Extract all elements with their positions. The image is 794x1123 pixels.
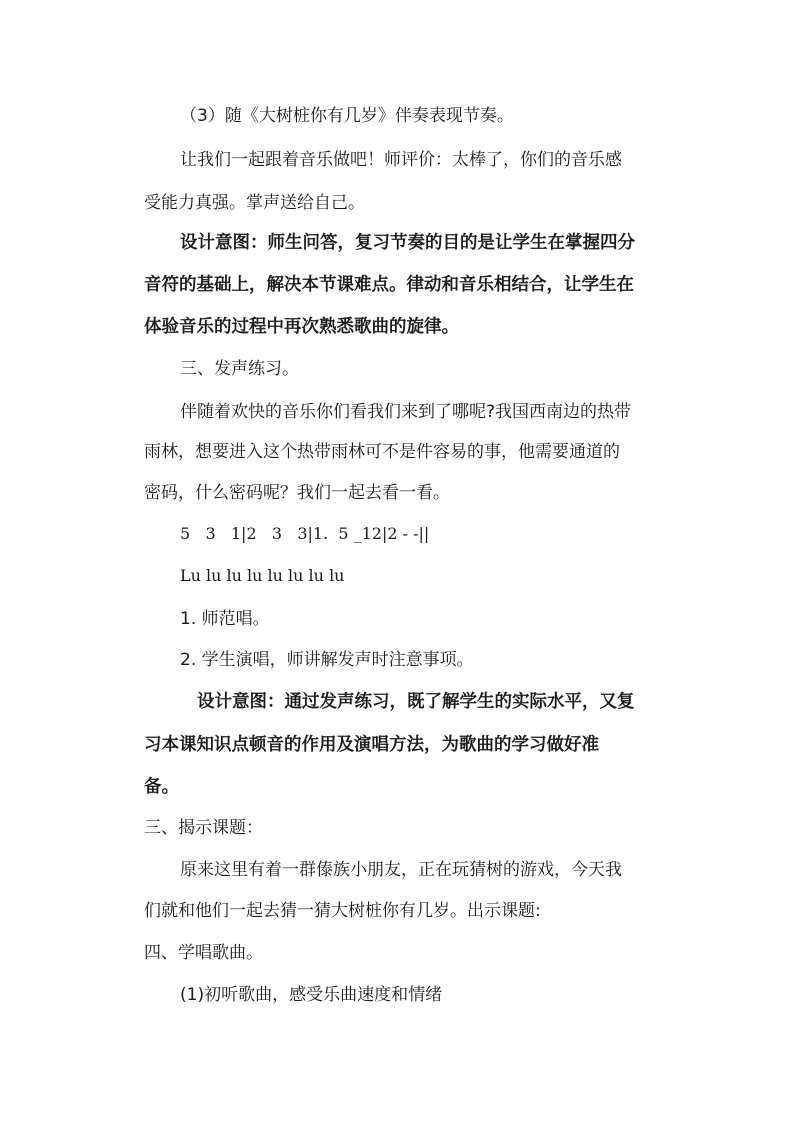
design-intent-1-line2: 音符的基础上，解决本节课难点。律动和音乐相结合，让学生在 bbox=[144, 275, 634, 295]
design-intent-2-line2: 习本课知识点顿音的作用及演唱方法，为歌曲的学习做好准 bbox=[144, 735, 599, 755]
lyric-lu-line: Lu lu lu lu lu lu lu lu bbox=[180, 566, 345, 585]
reveal-topic-line1: 原来这里有着一群傣族小朋友，正在玩猜树的游戏，今天我 bbox=[180, 860, 622, 880]
learn-song-step1: (1)初听歌曲，感受乐曲速度和情绪 bbox=[180, 985, 443, 1005]
design-intent-2-line1: 设计意图：通过发声练习，既了解学生的实际水平，又复 bbox=[197, 692, 635, 712]
design-intent-1-line3: 体验音乐的过程中再次熟悉歌曲的旋律。 bbox=[144, 317, 459, 337]
step-student-sing: 2. 学生演唱，师讲解发声时注意事项。 bbox=[180, 650, 474, 670]
section-reveal-topic-heading: 三、揭示课题： bbox=[144, 818, 263, 838]
design-intent-1-line1: 设计意图：师生问答，复习节奏的目的是让学生在掌握四分 bbox=[180, 233, 635, 253]
step-3-rhythm: （3）随《大树桩你有几岁》伴奏表现节奏。 bbox=[180, 106, 514, 126]
vocal-intro-line2: 雨林，想要进入这个热带雨林可不是件容易的事，他需要通道的 bbox=[144, 442, 620, 462]
notation-line: 5 3 1|2 3 3|1. 5 _12|2 - -|| bbox=[180, 524, 430, 543]
step-teacher-demo: 1. 师范唱。 bbox=[180, 609, 270, 629]
teacher-evaluation-line2: 受能力真强。掌声送给自己。 bbox=[144, 193, 365, 213]
section-learn-song-heading: 四、学唱歌曲。 bbox=[144, 943, 263, 963]
reveal-topic-line2: 们就和他们一起去猜一猜大树桩你有几岁。出示课题: bbox=[144, 901, 541, 921]
vocal-intro-line3: 密码，什么密码呢？我们一起去看一看。 bbox=[144, 483, 450, 503]
vocal-intro-line1: 伴随着欢快的音乐你们看我们来到了哪呢?我国西南边的热带 bbox=[180, 402, 632, 422]
section-vocal-practice-heading: 三、发声练习。 bbox=[180, 359, 299, 379]
design-intent-2-line3: 备。 bbox=[144, 777, 179, 797]
teacher-evaluation-line1: 让我们一起跟着音乐做吧！师评价：太棒了，你们的音乐感 bbox=[180, 150, 622, 170]
